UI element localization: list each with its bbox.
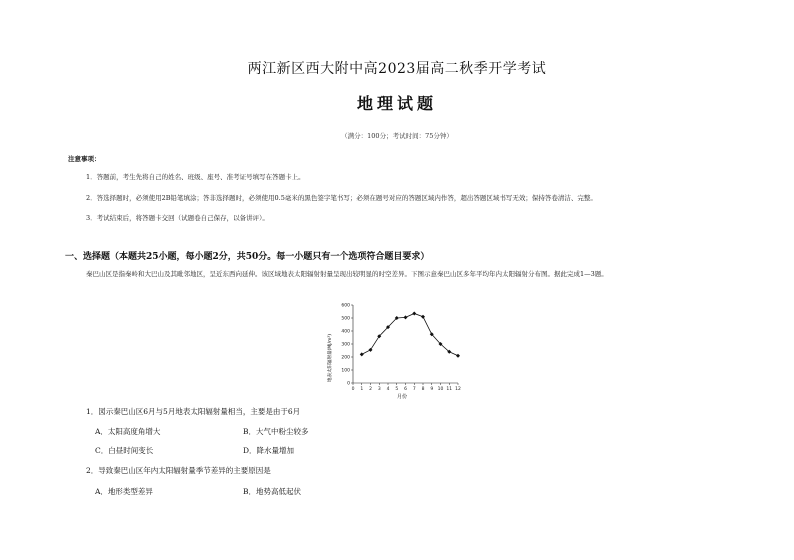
note-item: 1．答题前，考生先将自己的姓名、班级、座号、准考证号填写在答题卡上。 bbox=[86, 173, 305, 181]
chart-x-tick-label: 8 bbox=[421, 387, 425, 392]
radiation-chart bbox=[320, 298, 470, 402]
section-paragraph: 秦巴山区是指秦岭和大巴山及其毗邻地区，呈近东西向延伸。该区域地表太阳辐射射量呈现出较明显的时空差异。下图示意秦巴山区多年平均年内太阳辐射分布图。据此完成1—3题。 bbox=[86, 270, 608, 278]
chart-series-line bbox=[362, 313, 458, 355]
exam-title: 两江新区西大附中高2023届高二秋季开学考试 bbox=[247, 61, 547, 77]
note-item: 2．答选择题时，必须使用2B铅笔填涂；答非选择题时，必须使用0.5毫米的黑色签字笔书写；必须在题号对应的答题区域内作答，超出答题区域书写无效；保持答卷清洁、完整。 bbox=[86, 194, 597, 202]
exam-info: （满分：100分；考试时间：75分钟） bbox=[341, 132, 453, 140]
chart-x-tick-label: 0 bbox=[351, 387, 355, 392]
question-option: A．太阳高度角增大 bbox=[95, 427, 161, 436]
chart-data-point bbox=[421, 315, 425, 319]
notes-heading: 注意事项： bbox=[68, 155, 101, 163]
chart-x-tick-label: 5 bbox=[395, 387, 399, 392]
chart-data-point bbox=[404, 315, 408, 319]
chart-x-tick-label: 2 bbox=[369, 387, 372, 392]
chart-y-tick-label: 300 bbox=[341, 342, 350, 348]
chart-x-label: 月份 bbox=[396, 394, 408, 400]
chart-x-tick-label: 9 bbox=[430, 387, 434, 392]
question-option: D．降水量增加 bbox=[243, 446, 295, 455]
chart-y-tick-label: 500 bbox=[341, 316, 350, 322]
exam-subtitle: 地理试题 bbox=[356, 94, 437, 113]
chart-y-tick-label: 400 bbox=[341, 329, 350, 335]
note-item: 3．考试结束后，将答题卡交回（试题卷自己保存，以备讲评）。 bbox=[86, 214, 269, 222]
chart-x-tick-label: 7 bbox=[412, 387, 416, 392]
chart-x-tick-label: 1 bbox=[360, 387, 364, 392]
chart-data-point bbox=[412, 311, 416, 315]
chart-data-point bbox=[369, 348, 373, 352]
question-stem: 2．导致秦巴山区年内太阳辐射量季节差异的主要原因是 bbox=[86, 466, 271, 475]
chart-x-tick-label: 12 bbox=[455, 387, 461, 392]
question-option: B．大气中粉尘较多 bbox=[243, 427, 309, 436]
chart-x-tick-label: 4 bbox=[386, 387, 390, 392]
question-option: A．地形类型差异 bbox=[95, 487, 153, 496]
question-option: B．地势高低起伏 bbox=[243, 487, 302, 496]
chart-x-tick-label: 10 bbox=[437, 387, 444, 392]
chart-y-tick-label: 0 bbox=[347, 381, 350, 387]
chart-x-tick-label: 6 bbox=[404, 387, 407, 392]
section-heading: 一、选择题（本题共25小题，每小题2分，共50分。每一小题只有一个选项符合题目要求） bbox=[65, 252, 430, 262]
chart-y-tick-label: 100 bbox=[341, 368, 350, 374]
chart-x-tick-label: 11 bbox=[446, 387, 453, 392]
question-option: C．白昼时间变长 bbox=[95, 446, 154, 455]
chart-data-point bbox=[456, 354, 460, 358]
chart-data-point bbox=[360, 352, 364, 356]
chart-y-tick-label: 200 bbox=[341, 355, 350, 361]
chart-y-label: 地表太阳辐射量(MJ/m²) bbox=[328, 334, 333, 382]
chart-y-tick-label: 600 bbox=[341, 303, 350, 309]
question-stem: 1．図示秦巴山区6月与5月地表太阳辐射量相当，主要是由于6月 bbox=[86, 407, 301, 416]
chart-x-tick-label: 3 bbox=[377, 387, 381, 392]
